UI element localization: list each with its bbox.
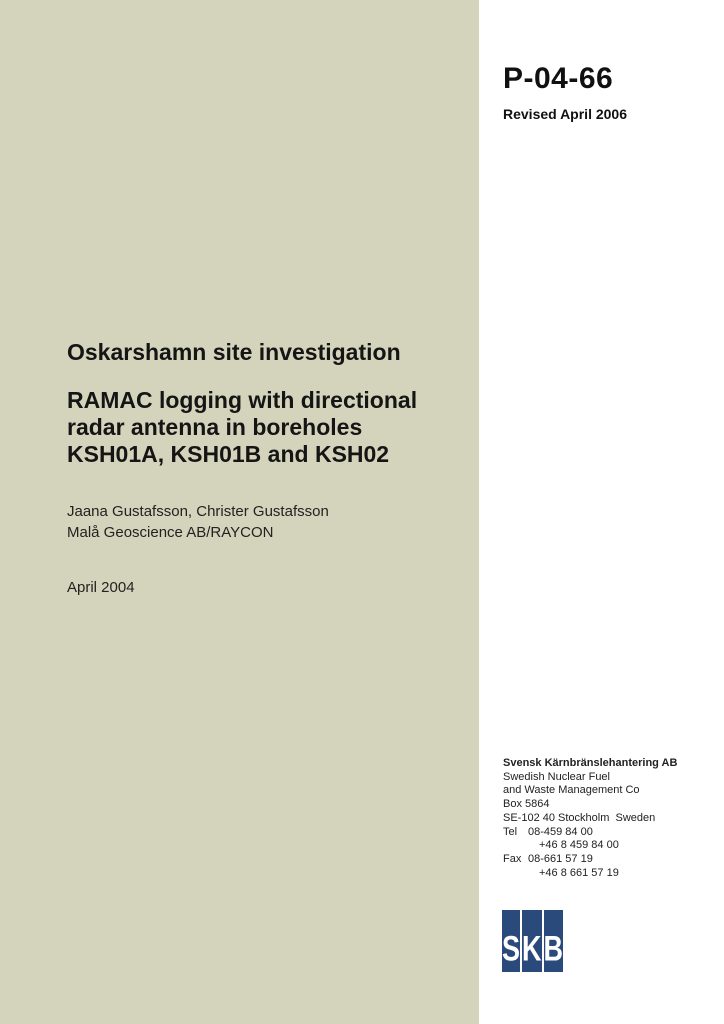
report-title [67,387,417,468]
skb-logo-letter: S [502,929,521,969]
author-line: Jaana Gustafsson, Christer Gustafsson [67,503,329,520]
report-date: April 2004 [67,579,135,596]
skb-logo-bar [522,910,542,972]
tel-row-intl [503,839,713,853]
report-title-line: RAMAC logging with directional [67,387,418,413]
skb-logo-bar [502,910,520,972]
tel-label: Tel [503,825,518,838]
fax-label: Fax [503,852,522,865]
authors-block [67,501,329,543]
publisher-address-line: Box 5864 [503,798,550,811]
fax-row [503,853,713,867]
tel-number-intl: +46 8 459 84 00 [539,839,619,852]
publisher-block [503,757,713,880]
publisher-address-line: SE-102 40 Stockholm Sweden [503,811,656,824]
fax-number: 08-661 57 19 [528,852,593,865]
report-title-line: radar antenna in boreholes [67,414,363,440]
tel-number: 08-459 84 00 [528,825,593,838]
publisher-address-line: Swedish Nuclear Fuel [503,770,610,783]
report-title-line: KSH01A, KSH01B and KSH02 [67,441,390,467]
publisher-address-line: and Waste Management Co [503,784,640,797]
author-line: Malå Geoscience AB/RAYCON [67,524,274,541]
tel-row [503,826,713,840]
fax-number-intl: +46 8 661 57 19 [539,866,619,879]
skb-logo-letter: K [522,929,542,969]
skb-logo-bar [544,910,564,972]
publisher-name: Svensk Kärnbränslehantering AB [503,757,678,769]
section-title: Oskarshamn site investigation [67,339,401,365]
report-number: P-04-66 [503,62,614,95]
revision-note: Revised April 2006 [503,106,627,122]
fax-row-intl [503,867,713,881]
skb-logo [502,910,564,972]
skb-logo-letter: B [543,929,564,969]
